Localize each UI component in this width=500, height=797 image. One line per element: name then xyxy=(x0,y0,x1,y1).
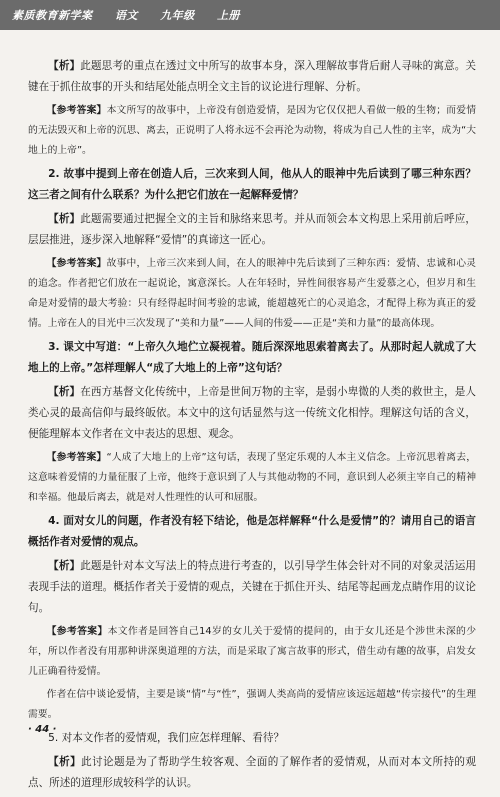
paragraph-text: 作者在信中谈论爱情，主要是谈“情”与“性”，强调人类高尚的爱情应该远远超越“传宗接代”的生理需要。 xyxy=(28,689,476,720)
paragraph xyxy=(28,209,476,251)
paragraph-text: 本文作者是回答自己14岁的女儿关于爱情的提问的，由于女儿还是个涉世未深的少年，所以作者没有用那种讲深奥道理的方法，而是采取了寓言故事的形式，借生动有趣的故事，启发女儿正确看待爱情。 xyxy=(28,626,476,677)
paragraph-text: 此讨论题是为了帮助学生较客观、全面的了解作者的爱情观，从而对本文所持的观点、所述的道理形成较科学的认识。 xyxy=(28,756,477,789)
paragraph-tag: 【析】 xyxy=(48,560,81,572)
paragraph xyxy=(28,622,476,682)
page-number: · 44 · xyxy=(28,724,57,735)
paragraph xyxy=(28,254,476,334)
paragraph xyxy=(28,556,476,619)
header-band xyxy=(0,0,500,30)
paragraph-tag: 【析】 xyxy=(48,386,81,398)
paragraph xyxy=(28,382,476,445)
question-text: 4. 面对女儿的问题，作者没有轻下结论，他是怎样解释“什么是爱情”的？请用自己的语言概括作者对爱情的观点。 xyxy=(28,515,476,548)
question-text: 3. 课文中写道：“上帝久久地伫立凝视着。随后深深地思索着离去了。从那时起人就成了大地上的上帝。”怎样理解人“成了大地上的上帝”这句话？ xyxy=(28,341,476,374)
paragraph-text: 此题思考的重点在透过文中所写的故事本身，深入理解故事背后耐人寻味的寓意。关键在于抓住故事的开头和结尾处能点明全文主旨的议论进行理解、分析。 xyxy=(28,60,477,93)
paragraph-tag: 【参考答案】 xyxy=(46,452,107,463)
volume-label: 上册 xyxy=(217,9,241,22)
paragraph-text: 此题是针对本文写法上的特点进行考查的，以引导学生体会针对不同的对象灵活运用表现手法的道理。概括作者关于爱情的观点，关键在于抓住开头、结尾等起画龙点睛作用的议论句。 xyxy=(28,560,477,614)
paragraph-tag: 【参考答案】 xyxy=(46,626,108,637)
paragraph xyxy=(28,56,476,98)
question-text: 5. 对本文作者的爱情观，我们应怎样理解、看待？ xyxy=(48,732,285,744)
question xyxy=(28,337,476,379)
paragraph xyxy=(28,752,476,794)
paragraph-tag: 【析】 xyxy=(48,60,81,72)
grade-label: 九年级 xyxy=(160,9,195,22)
question xyxy=(28,728,476,749)
question xyxy=(28,164,476,206)
paragraph-tag: 【参考答案】 xyxy=(46,105,107,116)
paragraph-text: “人成了大地上的上帝”这句话，表现了坚定乐观的人本主义信念。上帝沉思着离去，这意味着爱情的力量征服了上帝，他终于意识到了人与其他动物的不同，意识到人必须主宰自己的精神和幸福。他最后离去，就是对人性理性的认可和屈服。 xyxy=(28,452,477,503)
paragraph-tag: 【析】 xyxy=(48,213,81,225)
paragraph-tag: 【参考答案】 xyxy=(46,258,107,269)
question xyxy=(28,511,476,553)
paragraph xyxy=(28,448,476,508)
paragraph-text: 故事中，上帝三次来到人间，在人的眼神中先后读到了三种东西：爱情、忠诚和心灵的追念。作者把它们放在一起说论，寓意深长。人在年轻时，异性间很容易产生爱慕之心，但岁月和生命是对爱情的最大考验：只有经得起时间考验的忠诚，能超越死亡的心灵追念，才配得上称为真正的爱情。上帝在人的目光中三次发现了“美和力量”——人间的伟爱——正是“美和力量”的最高体现。 xyxy=(28,258,477,329)
paragraph-tag: 【析】 xyxy=(48,756,82,768)
paragraph xyxy=(28,101,476,161)
book-title: 素质教育新学案 xyxy=(12,9,93,22)
paragraph-text: 此题需要通过把握全文的主旨和脉络来思考。并从而领会本文构思上采用前后呼应，层层推进，逐步深入地解释“爱情”的真谛这一匠心。 xyxy=(28,213,477,246)
question-text: 2. 故事中提到上帝在创造人后，三次来到人间，他从人的眼神中先后读到了哪三种东西？这三者之间有什么联系？为什么把它们放在一起解释爱情？ xyxy=(28,168,476,201)
paragraph-text: 本文所写的故事中，上帝没有创造爱情，是因为它仅仅把人看做一般的生物；而爱情的无法毁灭和上帝的沉思、离去，正说明了人将永远不会再沦为动物，将成为自己人性的主宰，成为“大地上的上帝”。 xyxy=(28,105,477,156)
running-header xyxy=(12,7,258,23)
subject-label: 语文 xyxy=(114,9,138,22)
page-body xyxy=(28,56,476,797)
paragraph xyxy=(28,685,476,725)
paragraph-text: 在西方基督文化传统中，上帝是世间万物的主宰，是弱小卑微的人类的救世主，是人类心灵的最高信仰与最终皈依。本文中的这句话显然与这一传统文化相悖。理解这句话的含义，便能理解本文作者在文中表达的思想、观念。 xyxy=(28,386,477,440)
